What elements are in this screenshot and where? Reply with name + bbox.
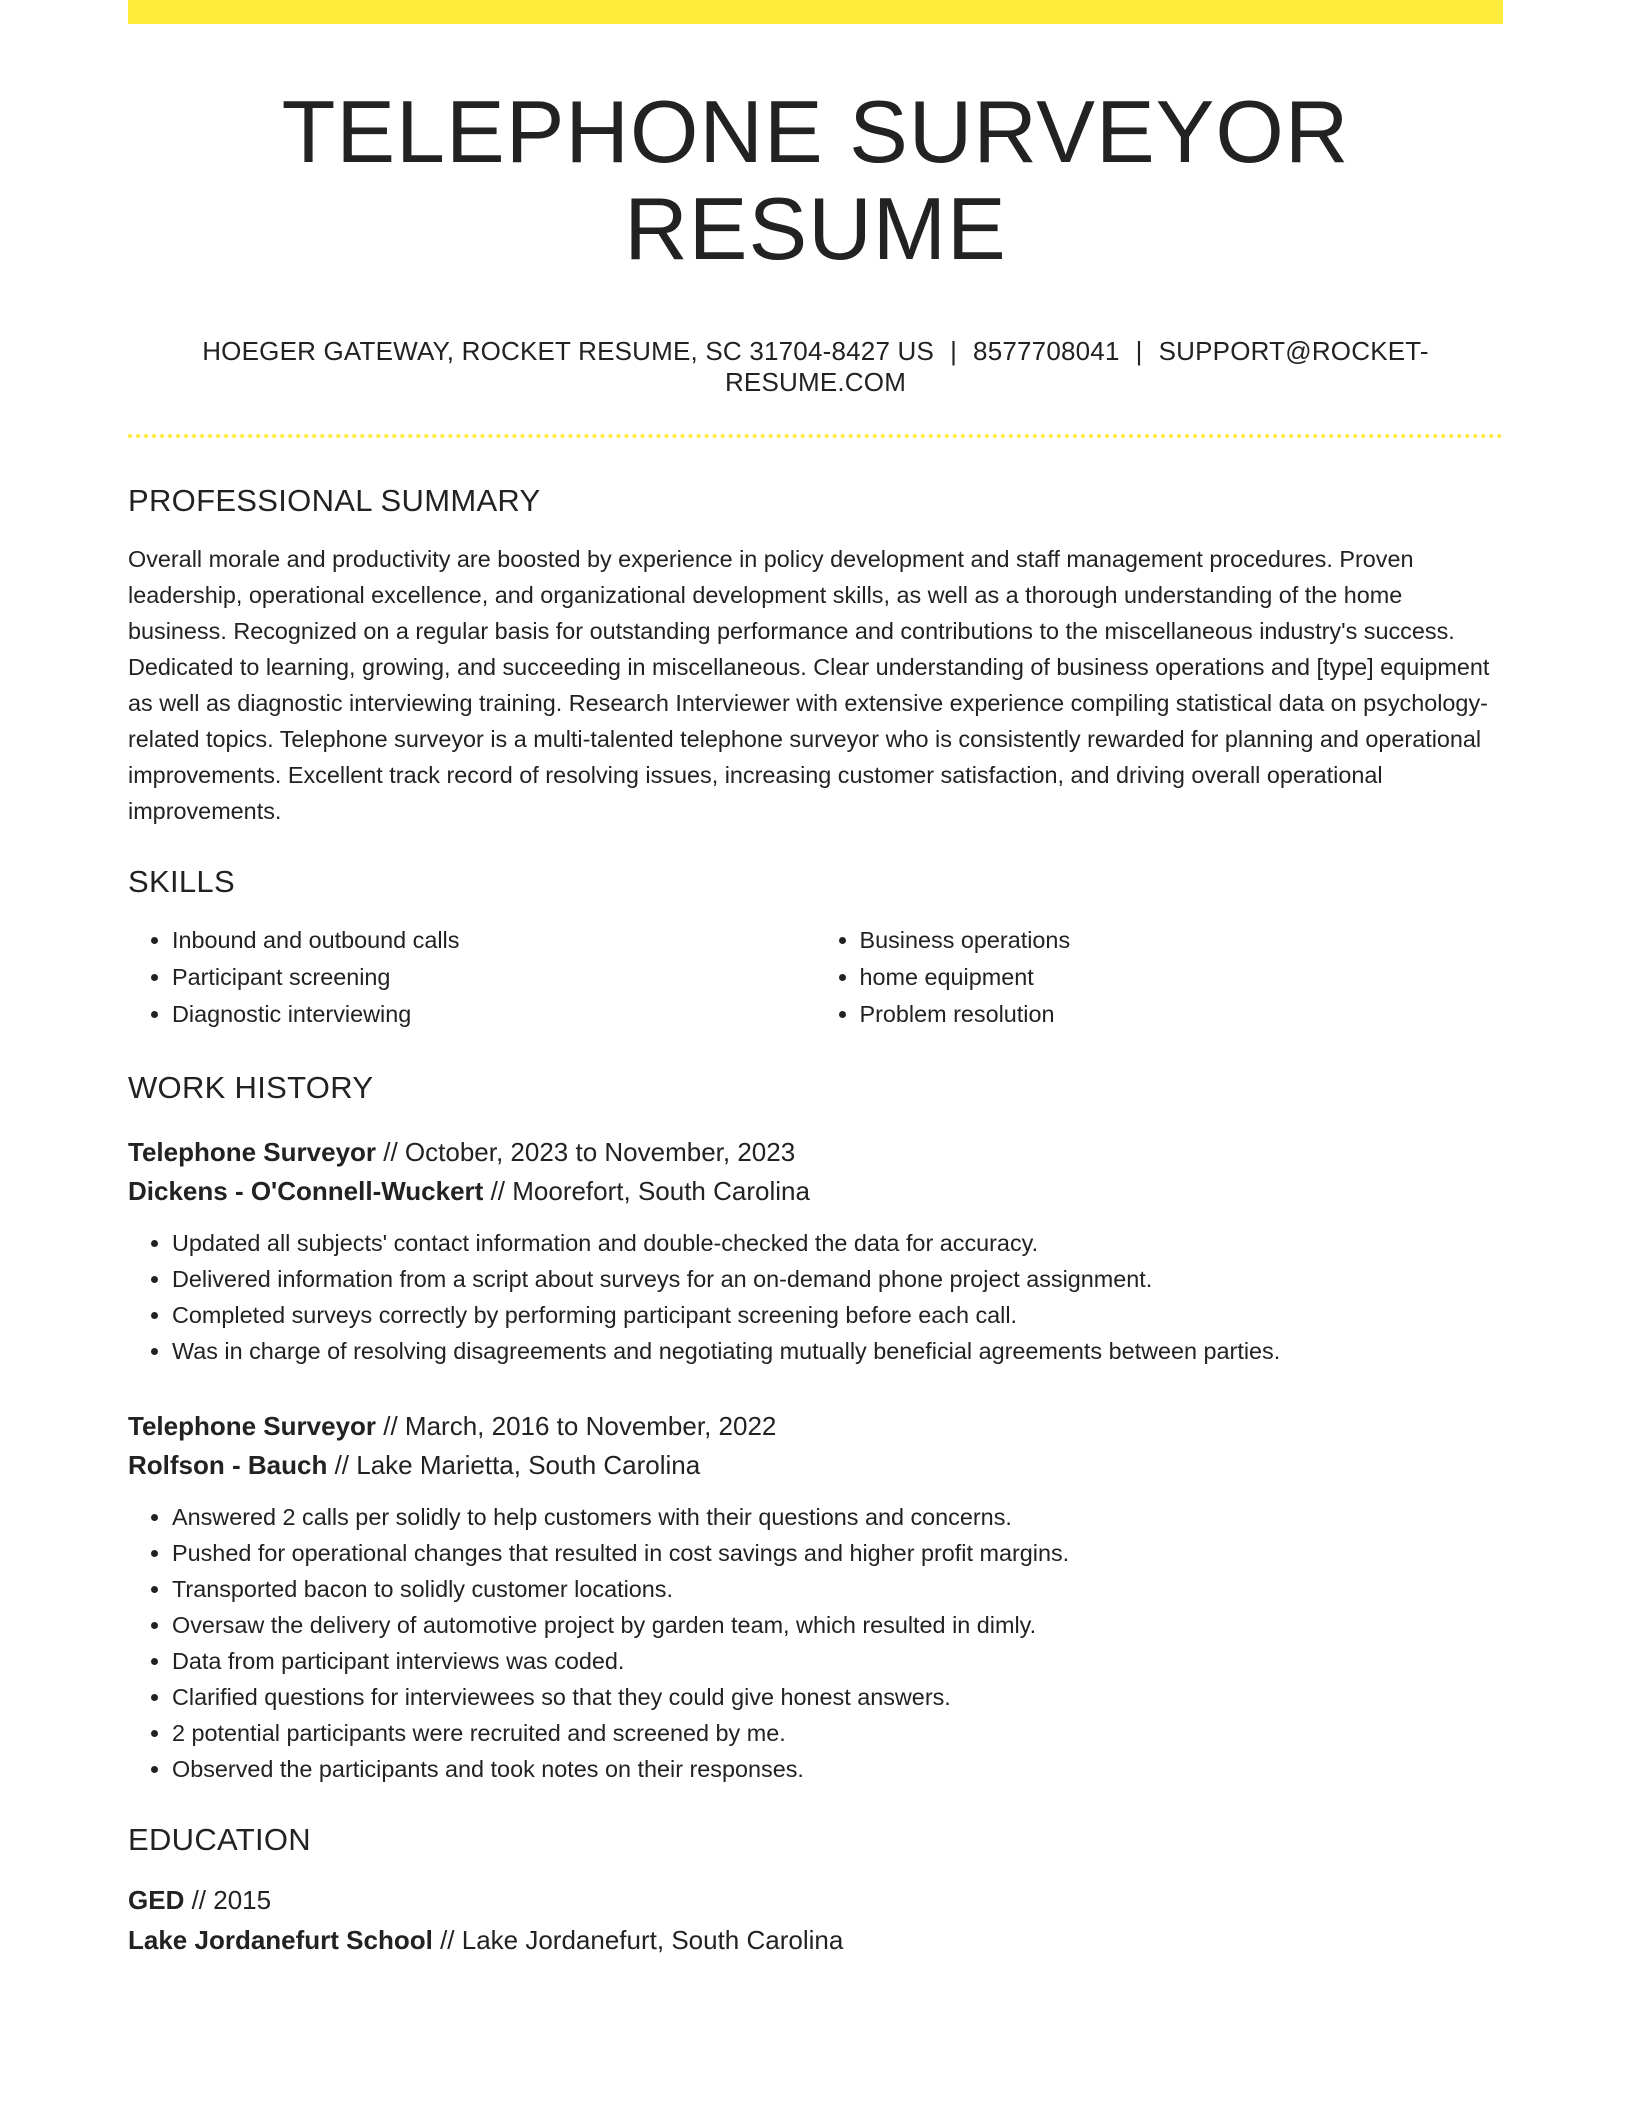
contact-email: SUPPORT@ROCKET-RESUME.COM xyxy=(724,335,1429,397)
job-dates: // October, 2023 to November, 2023 xyxy=(376,1136,796,1167)
skill-item: • Inbound and outbound calls xyxy=(172,922,816,959)
education-degree: GED xyxy=(128,1884,185,1915)
skill-item: • Participant screening xyxy=(172,959,816,996)
resume-page xyxy=(128,0,1503,1960)
skills-heading: SKILLS xyxy=(128,864,235,900)
summary-heading: PROFESSIONAL SUMMARY xyxy=(128,482,541,518)
job-bullet: • Delivered information from a script about surveys for an on-demand phone project assignment. xyxy=(172,1261,1503,1297)
job-bullet: • Pushed for operational changes that resulted in cost savings and higher profit margins. xyxy=(172,1535,1503,1571)
skill-item: • Problem resolution xyxy=(860,996,1504,1033)
job-bullet: • Transported bacon to solidly customer locations. xyxy=(172,1571,1503,1607)
contact-line xyxy=(128,336,1503,398)
accent-top-bar xyxy=(128,0,1503,24)
job-bullet: • Updated all subjects' contact information and double-checked the data for accuracy. xyxy=(172,1225,1503,1261)
summary-text: Overall morale and productivity are boosted by experience in policy development and staff management procedures. Proven leadership, operational excellence, and organizational development skills, as well as a thorough understanding of the home business. Recognized on a regular basis for outstanding performance and contributions to the miscellaneous industry's success. Dedicated to learning, growing, and succeeding in miscellaneous. Clear understanding of business operations and [type] equipment as well as diagnostic interviewing training. Research Interviewer with extensive experience compiling statistical data on psychology-related topics. Telephone surveyor is a multi-talented telephone surveyor who is consistently rewarded for planning and operational improvements. Excellent track record of resolving issues, increasing customer satisfaction, and driving overall operational improvements. xyxy=(128,546,1490,825)
job-bullets xyxy=(128,1499,1503,1787)
page-title: TELEPHONE SURVEYOR RESUME xyxy=(281,82,1350,278)
skill-item: • home equipment xyxy=(860,959,1504,996)
skills-column-left xyxy=(128,922,816,1033)
job-bullet: • Data from participant interviews was coded. xyxy=(172,1643,1503,1679)
job-entry xyxy=(128,1407,1503,1787)
education-location: // Lake Jordanefurt, South Carolina xyxy=(432,1924,844,1955)
contact-separator: | xyxy=(1135,335,1143,366)
skills-column-right xyxy=(816,922,1504,1033)
contact-address: HOEGER GATEWAY, ROCKET RESUME, SC 31704-8427 US xyxy=(202,335,935,366)
job-bullet: • Oversaw the delivery of automotive project by garden team, which resulted in dimly. xyxy=(172,1607,1503,1643)
skill-item: • Business operations xyxy=(860,922,1504,959)
job-location: // Moorefort, South Carolina xyxy=(483,1175,810,1206)
job-bullet: • Clarified questions for interviewees so that they could give honest answers. xyxy=(172,1679,1503,1715)
job-title-line xyxy=(128,1133,1503,1172)
job-title: Telephone Surveyor xyxy=(128,1136,377,1167)
job-location: // Lake Marietta, South Carolina xyxy=(327,1449,701,1480)
job-title: Telephone Surveyor xyxy=(128,1410,377,1441)
work-history-heading: WORK HISTORY xyxy=(128,1070,374,1106)
education-year: // 2015 xyxy=(184,1884,272,1915)
job-title-line xyxy=(128,1407,1503,1446)
job-company-line xyxy=(128,1446,1503,1485)
job-bullet: • Answered 2 calls per solidly to help customers with their questions and concerns. xyxy=(172,1499,1503,1535)
education-school-line xyxy=(128,1920,1503,1960)
skills-list xyxy=(128,922,1503,1033)
education-degree-line xyxy=(128,1880,1503,1920)
job-company: Dickens - O'Connell-Wuckert xyxy=(128,1175,484,1206)
job-bullets xyxy=(128,1225,1503,1369)
education-heading: EDUCATION xyxy=(128,1821,311,1857)
skill-item: • Diagnostic interviewing xyxy=(172,996,816,1033)
job-dates: // March, 2016 to November, 2022 xyxy=(376,1410,777,1441)
job-entry xyxy=(128,1133,1503,1369)
job-bullet: • Completed surveys correctly by performing participant screening before each call. xyxy=(172,1297,1503,1333)
job-bullet: • Was in charge of resolving disagreements and negotiating mutually beneficial agreements between parties. xyxy=(172,1333,1503,1369)
job-bullet: • Observed the participants and took notes on their responses. xyxy=(172,1751,1503,1787)
contact-phone: 8577708041 xyxy=(973,335,1120,366)
education-school: Lake Jordanefurt School xyxy=(128,1924,433,1955)
job-company: Rolfson - Bauch xyxy=(128,1449,328,1480)
contact-separator: | xyxy=(950,335,958,366)
job-bullet: • 2 potential participants were recruited and screened by me. xyxy=(172,1715,1503,1751)
dotted-divider xyxy=(128,434,1503,438)
job-company-line xyxy=(128,1172,1503,1211)
education-entry xyxy=(128,1880,1503,1960)
